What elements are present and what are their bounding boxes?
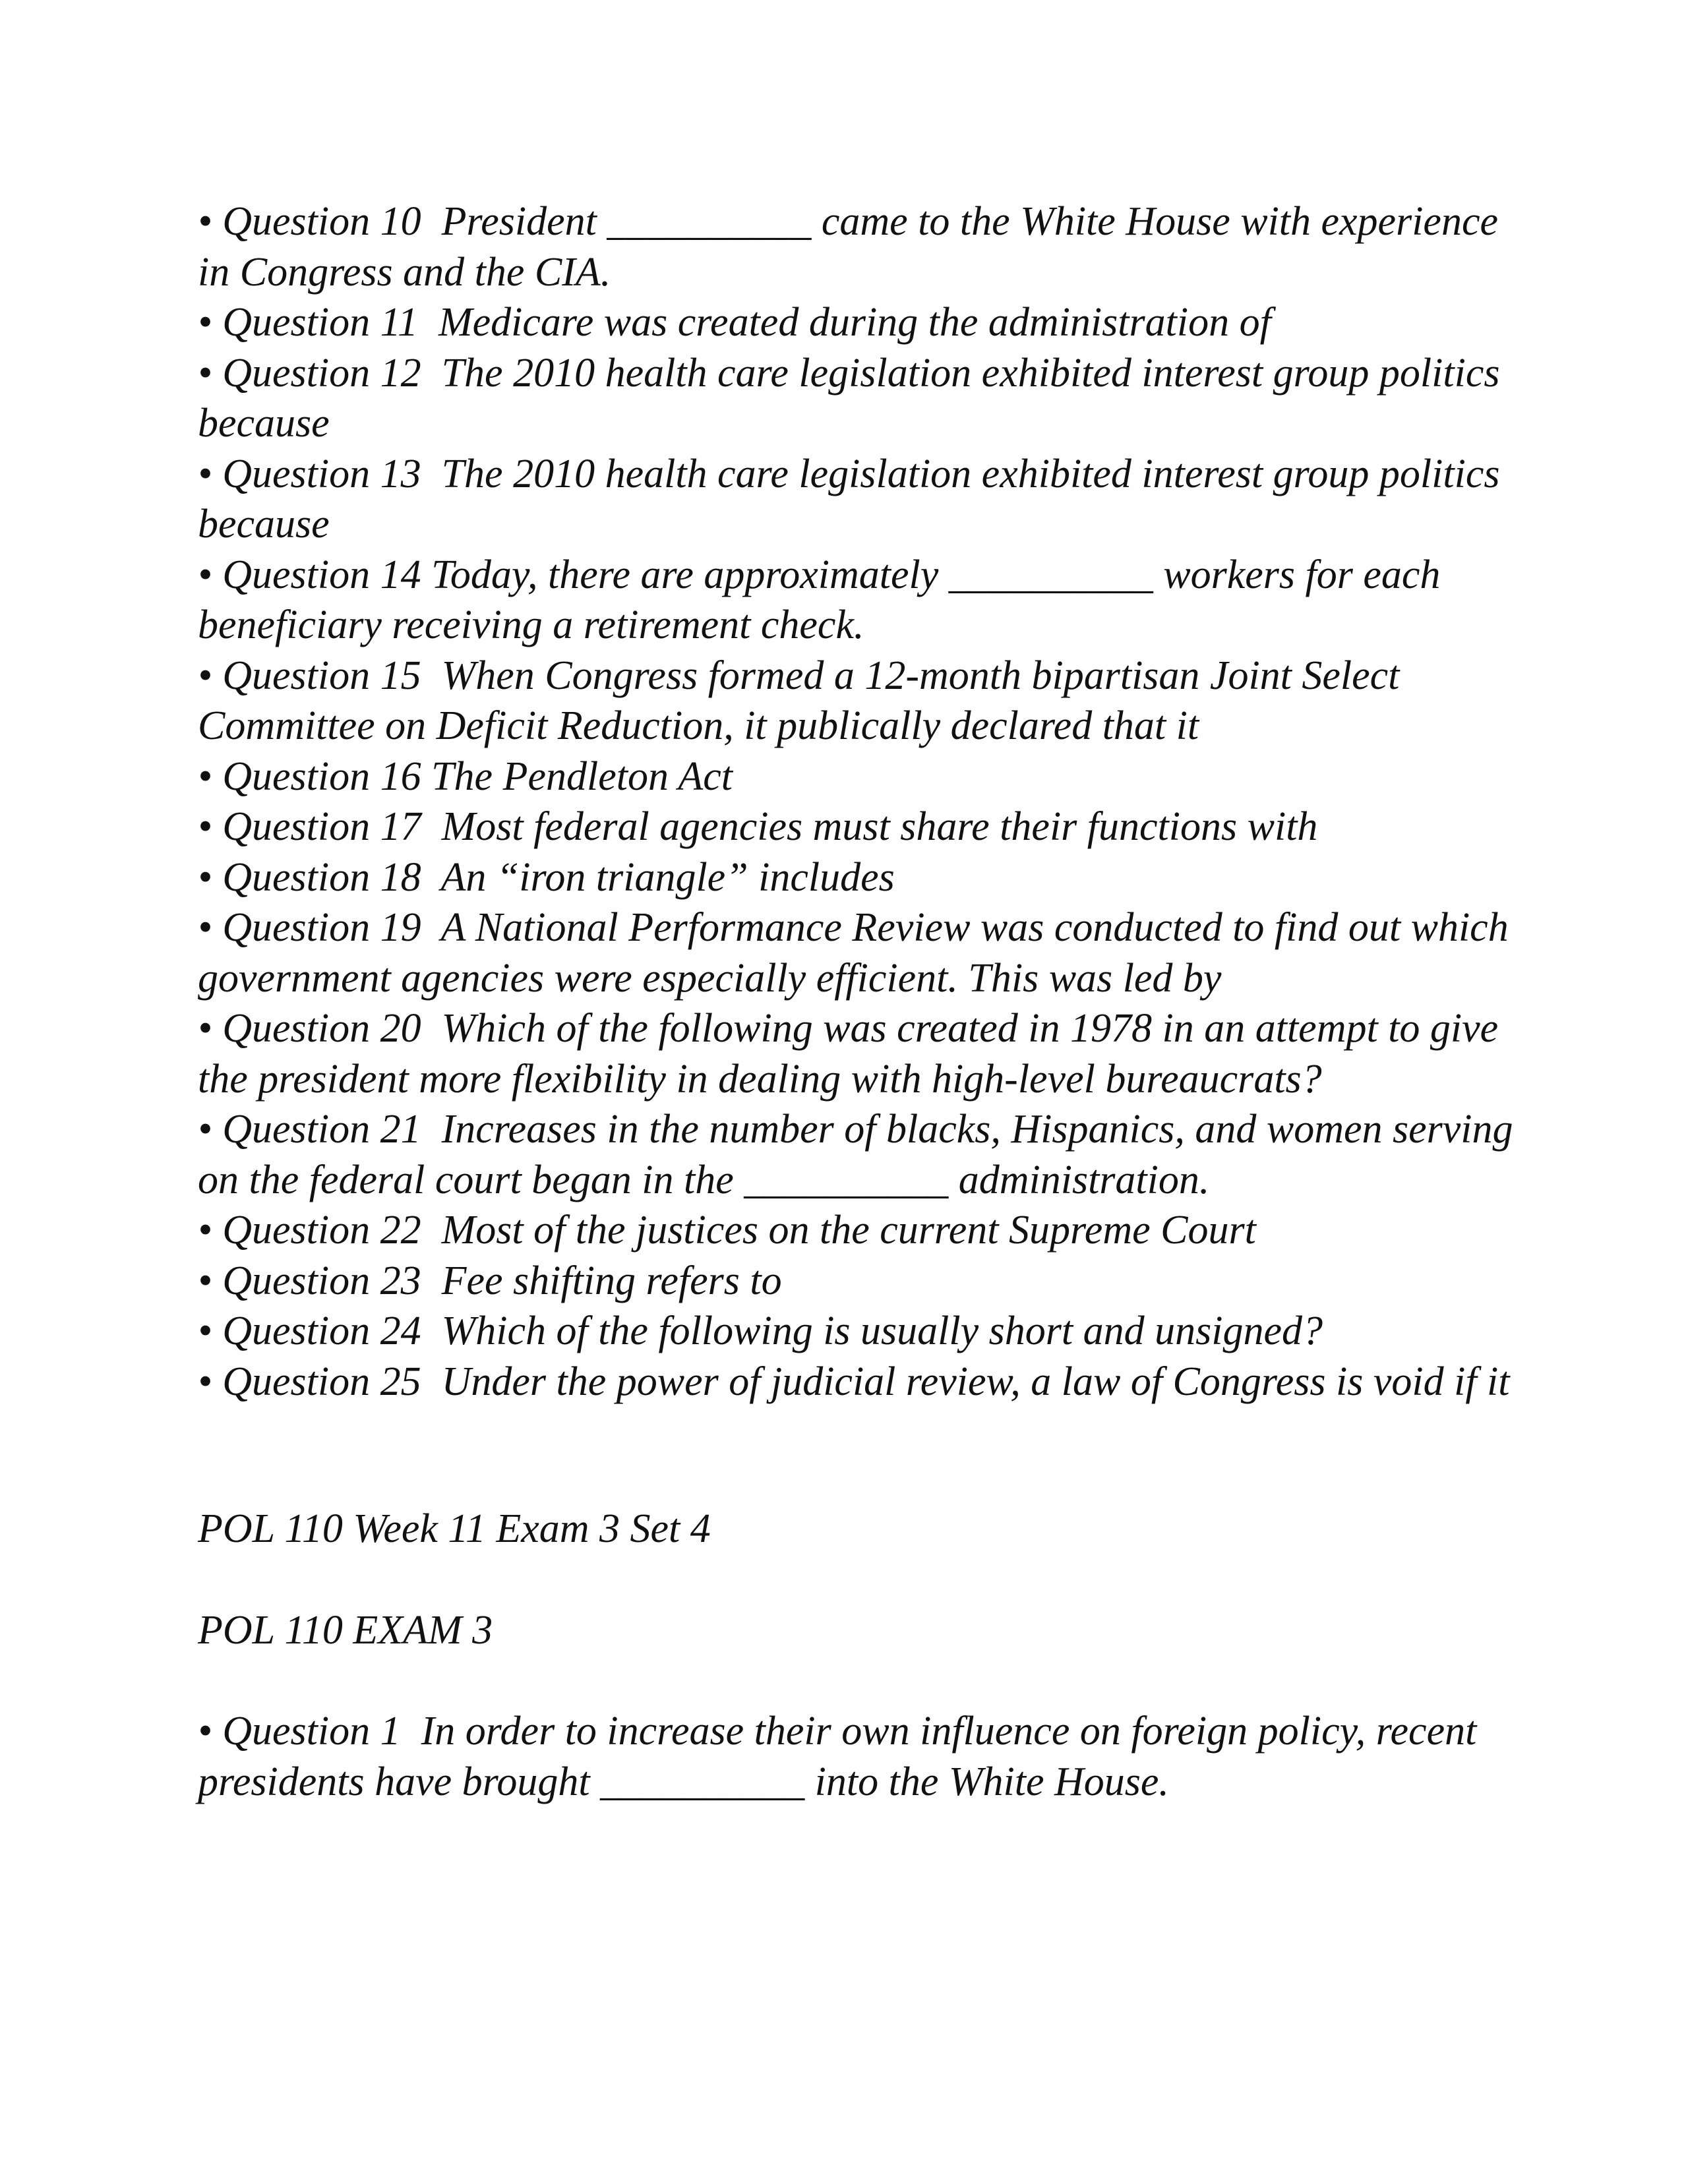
exam-3-question-list xyxy=(198,1706,1517,1807)
question-17: • Question 17 Most federal agencies must share their functions with xyxy=(198,804,1318,849)
question-14: • Question 14 Today, there are approximately __________ workers for each beneficiary receiving a retirement check. xyxy=(198,552,1451,647)
question-10: • Question 10 President __________ came to the White House with experience in Congress and the CIA. xyxy=(198,199,1509,295)
question-13: • Question 13 The 2010 health care legislation exhibited interest group politics because xyxy=(198,451,1510,546)
question-25: • Question 25 Under the power of judicial review, a law of Congress is void if it xyxy=(198,1359,1510,1404)
question-22: • Question 22 Most of the justices on the current Supreme Court xyxy=(198,1208,1256,1253)
document-page xyxy=(198,196,1524,1807)
question-11: • Question 11 Medicare was created during the administration of xyxy=(198,300,1271,345)
question-list xyxy=(198,196,1524,1407)
question-23: • Question 23 Fee shifting refers to xyxy=(198,1258,782,1303)
exam-3-question-1: • Question 1 In order to increase their own influence on foreign policy, recent presidents have brought __________ into the White House. xyxy=(198,1709,1487,1804)
question-20: • Question 20 Which of the following was created in 1978 in an attempt to give the president more flexibility in dealing with high-level bureaucrats? xyxy=(198,1006,1509,1102)
question-15: • Question 15 When Congress formed a 12-month bipartisan Joint Select Committee on Deficit Reduction, it publically declared that it xyxy=(198,653,1410,748)
question-18: • Question 18 An “iron triangle” includes xyxy=(198,854,895,900)
set-title: POL 110 Week 11 Exam 3 Set 4 xyxy=(198,1506,711,1551)
question-19: • Question 19 A National Performance Review was conducted to find out which government agencies were especially efficient. This was led by xyxy=(198,905,1519,1001)
question-12: • Question 12 The 2010 health care legislation exhibited interest group politics because xyxy=(198,350,1510,446)
question-21: • Question 21 Increases in the number of blacks, Hispanics, and women serving on the federal court began in the __________ administration. xyxy=(198,1107,1524,1202)
exam-title: POL 110 EXAM 3 xyxy=(198,1607,493,1653)
question-24: • Question 24 Which of the following is usually short and unsigned? xyxy=(198,1309,1323,1353)
question-16: • Question 16 The Pendleton Act xyxy=(198,753,733,799)
